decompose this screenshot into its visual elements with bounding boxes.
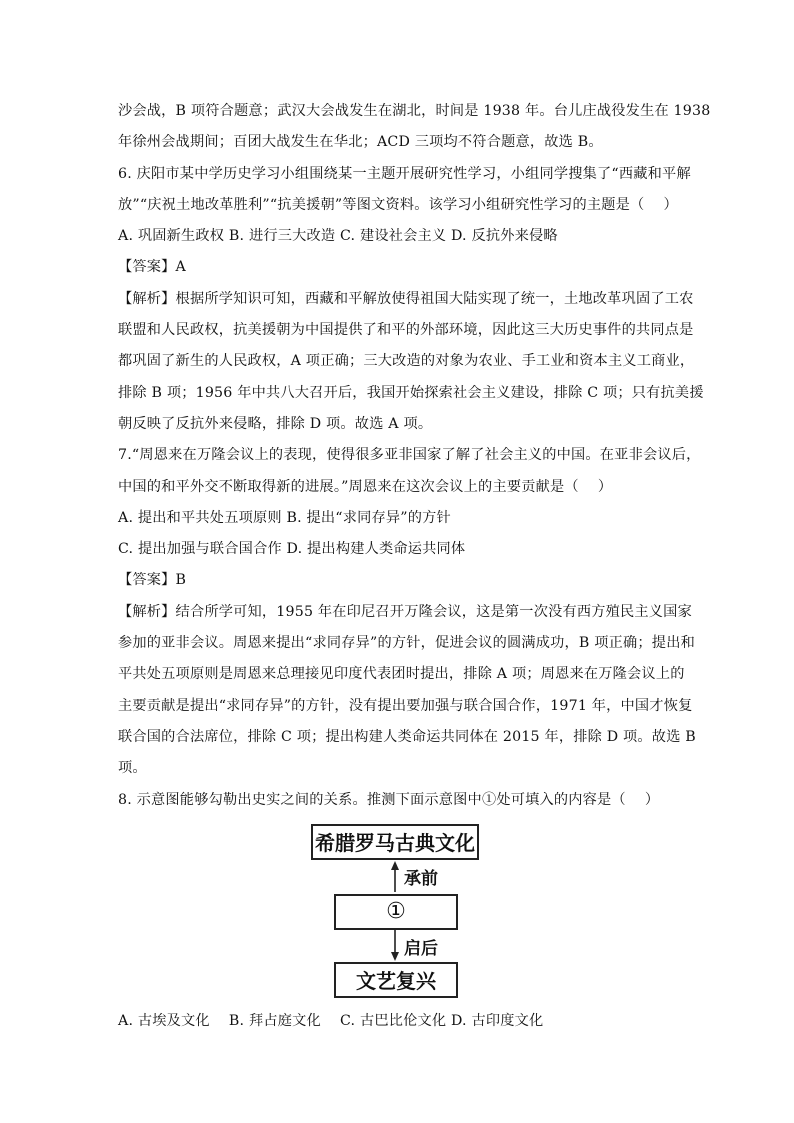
question-7-analysis-line-2: 参加的亚非会议。周恩来提出“求同存异”的方针，促进会议的圆满成功，B 项正确；提出和 xyxy=(118,635,695,652)
diagram-middle-box: ① xyxy=(334,894,458,930)
question-6-answer: 【答案】A xyxy=(118,259,186,276)
text-line-2: 年徐州会战期间；百团大战发生在华北；ACD 三项均不符合题意，故选 B。 xyxy=(118,134,603,151)
question-6-analysis-line-3: 都巩固了新生的人民政权，A 项正确；三大改造的对象为农业、手工业和资本主义工商业， xyxy=(118,353,695,370)
question-7-stem-line-1: 7.“周恩来在万隆会议上的表现，使得很多亚非国家了解了社会主义的中国。在亚非会议后， xyxy=(118,447,701,464)
question-7-options-line-2: C. 提出加强与联合国合作 D. 提出构建人类命运共同体 xyxy=(118,541,466,558)
question-6-analysis-line-1: 【解析】根据所学知识可知，西藏和平解放使得祖国大陆实现了统一，土地改革巩固了工农 xyxy=(118,290,694,307)
diagram-bottom-box: 文艺复兴 xyxy=(334,962,458,998)
question-7-analysis-line-5: 联合国的合法席位，排除 C 项；提出构建人类命运共同体在 2015 年，排除 D 项。故选 B xyxy=(118,728,696,745)
question-7-answer: 【答案】B xyxy=(118,572,187,589)
question-7-analysis-line-3: 平共处五项原则是周恩来总理接见印度代表团时提出，排除 A 项；周恩来在万隆会议上的 xyxy=(118,666,685,683)
question-7-analysis-line-4: 主要贡献是提出“求同存异”的方针，没有提出要加强与联合国合作，1971 年，中国才恢复 xyxy=(118,697,693,714)
question-6-analysis-line-5: 朝反映了反抗外来侵略，排除 D 项。故选 A 项。 xyxy=(118,415,433,432)
document-page xyxy=(118,96,711,1037)
question-6-stem-line-2: 放”“庆祝土地改革胜利”“抗美援朝”等图文资料。该学习小组研究性学习的主题是（ ） xyxy=(118,196,678,213)
question-6-analysis-line-4: 排除 B 项；1956 年中共八大召开后，我国开始探索社会主义建设，排除 C 项；只有抗美援 xyxy=(118,384,704,401)
text-line-1: 沙会战，B 项符合题意；武汉大会战发生在湖北，时间是 1938 年。台儿庄战役发生在 1938 xyxy=(118,103,711,119)
question-8-stem: 8. 示意图能够勾勒出史实之间的关系。推测下面示意图中①处可填入的内容是（ ） xyxy=(118,791,660,808)
question-7-options-line-1: A. 提出和平共处五项原则 B. 提出“求同存异”的方针 xyxy=(118,509,451,526)
question-7-analysis-line-1: 【解析】结合所学可知，1955 年在印尼召开万隆会议，这是第一次没有西方殖民主义国家 xyxy=(118,603,692,620)
diagram-top-box: 希腊罗马古典文化 xyxy=(311,824,479,860)
question-6-analysis-line-2: 联盟和人民政权，抗美援朝为中国提供了和平的外部环境，因此这三大历史事件的共同点是 xyxy=(118,322,694,339)
question-8-options: A. 古埃及文化 B. 拜占庭文化 C. 古巴比伦文化 D. 古印度文化 xyxy=(118,1012,544,1029)
question-6-stem-line-1: 6. 庆阳市某中学历史学习小组围绕某一主题开展研究性学习，小组同学搜集了“西藏和平解 xyxy=(118,165,691,182)
diagram-upper-arrow-label: 承前 xyxy=(404,868,438,889)
question-6-options: A. 巩固新生政权 B. 进行三大改造 C. 建设社会主义 D. 反抗外来侵略 xyxy=(118,228,558,245)
relationship-diagram xyxy=(118,820,684,1006)
question-7-stem-line-2: 中国的和平外交不断取得新的进展。”周恩来在这次会议上的主要贡献是（ ） xyxy=(118,478,613,495)
diagram-lower-arrow-label: 启后 xyxy=(404,938,438,959)
question-7-analysis-line-6: 项。 xyxy=(118,760,147,777)
